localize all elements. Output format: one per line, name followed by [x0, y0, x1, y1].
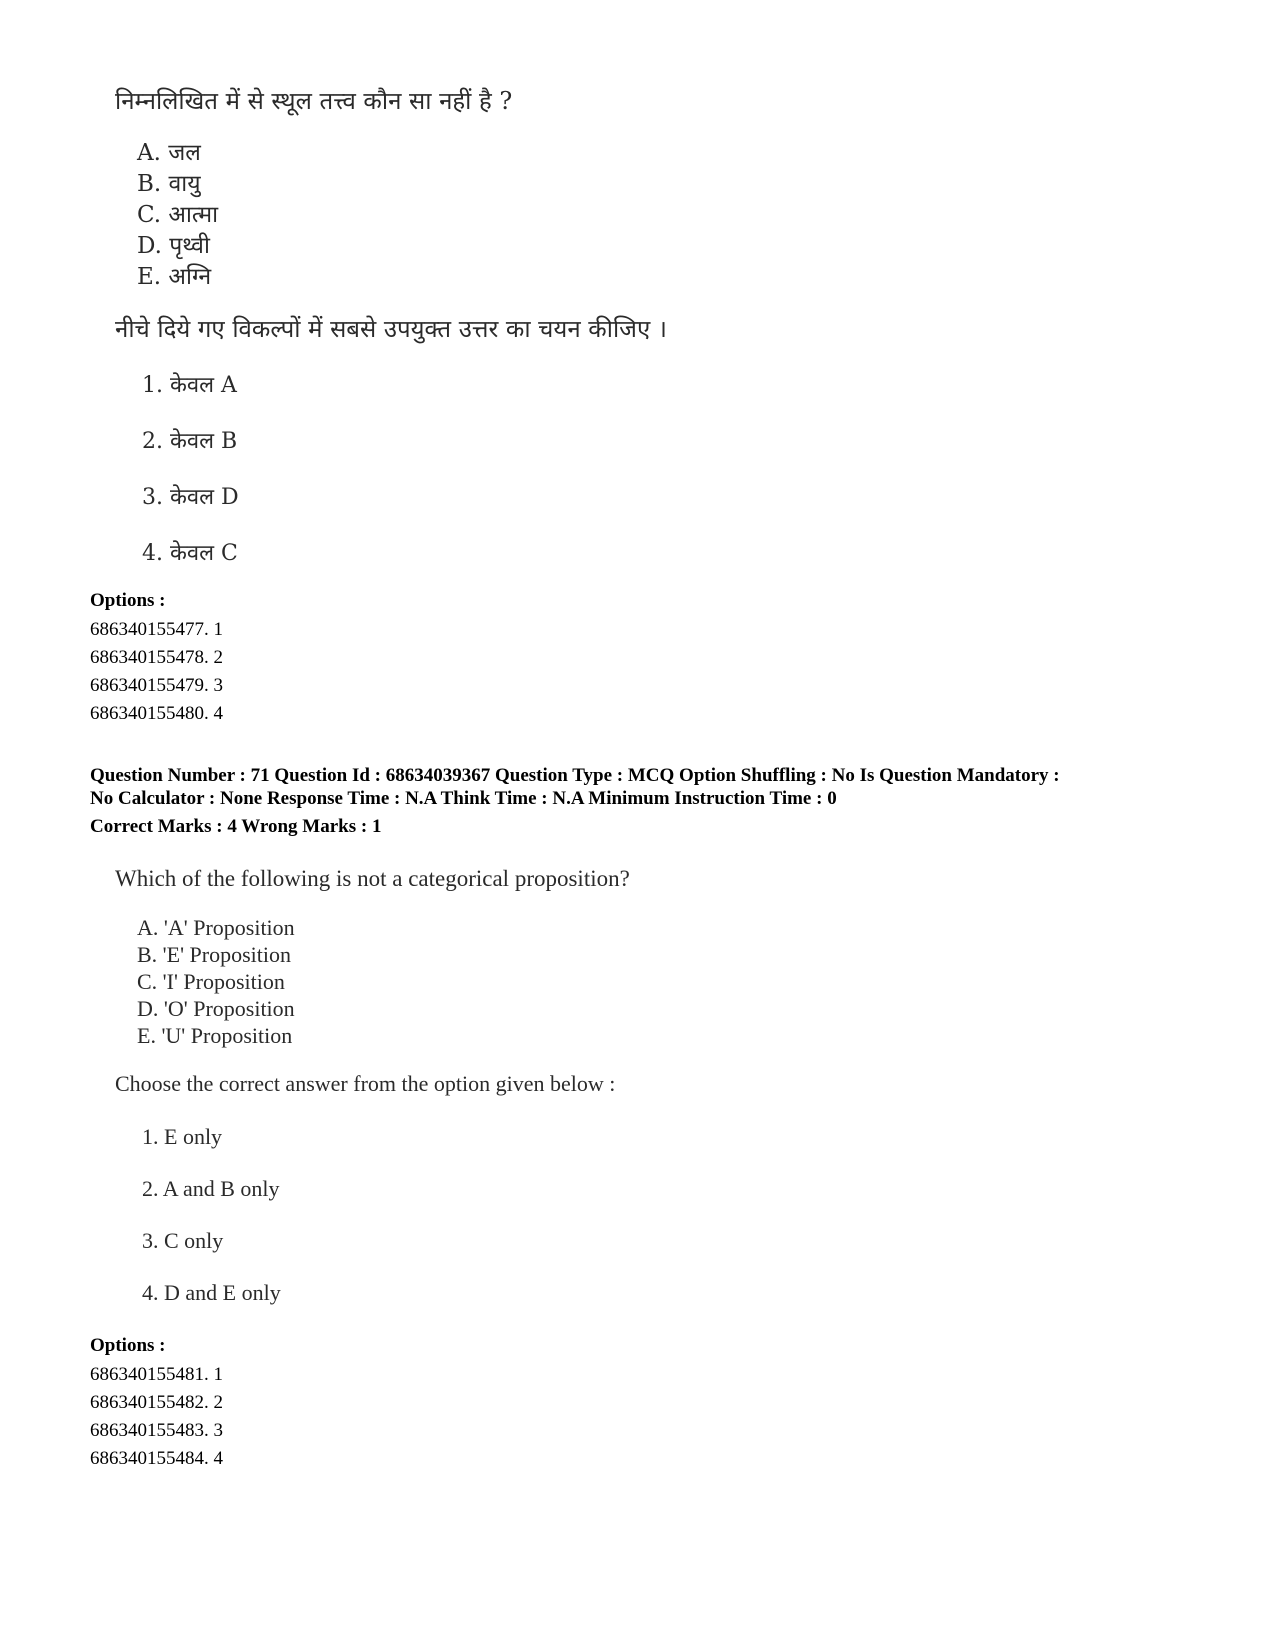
q70-options-list [90, 616, 223, 728]
q71-instruction: Choose the correct answer from the option given below : [115, 1071, 616, 1096]
option-id-row: 686340155477. 1 [90, 619, 223, 640]
q71-statement: E. 'U' Proposition [137, 1023, 293, 1048]
q71-choice: 2. A and B only [142, 1176, 280, 1201]
q70-question-text: निम्नलिखित में से स्थूल तत्त्व कौन सा नहीं है ? [115, 87, 513, 115]
q71-choice: 4. D and E only [142, 1280, 281, 1305]
option-id-row: 686340155482. 2 [90, 1392, 223, 1413]
q70-choice: 1. केवल A [142, 373, 237, 398]
q70-statement: C. आत्मा [137, 202, 219, 228]
q71-statements [137, 914, 295, 1049]
q71-meta-line1: Question Number : 71 Question Id : 68634039367 Question Type : MCQ Option Shuffling : No Is Question Mandatory : [90, 765, 1060, 786]
q71-options-label: Options : [90, 1335, 166, 1356]
q70-statement: B. वायु [137, 171, 201, 197]
option-id-row: 686340155480. 4 [90, 703, 223, 724]
option-id-row: 686340155478. 2 [90, 647, 223, 668]
q71-statement: A. 'A' Proposition [137, 915, 295, 940]
q71-question-text: Which of the following is not a categorical proposition? [115, 866, 630, 891]
option-id-row: 686340155479. 3 [90, 675, 223, 696]
q71-choice: 1. E only [142, 1124, 223, 1149]
q70-choice: 3. केवल D [142, 485, 239, 510]
q71-options-list [90, 1361, 223, 1473]
q70-options-label: Options : [90, 590, 166, 611]
q70-instruction: नीचे दिये गए विकल्पों में सबसे उपयुक्त उत्तर का चयन कीजिए । [115, 315, 667, 343]
option-id-row: 686340155481. 1 [90, 1364, 223, 1385]
q70-statement: A. जल [137, 140, 201, 166]
q71-statement: D. 'O' Proposition [137, 996, 295, 1021]
q71-statement: C. 'I' Proposition [137, 969, 285, 994]
q70-choice: 4. केवल C [142, 541, 238, 566]
option-id-row: 686340155483. 3 [90, 1420, 223, 1441]
q70-choice: 2. केवल B [142, 429, 238, 454]
q71-marks: Correct Marks : 4 Wrong Marks : 1 [90, 816, 382, 837]
q71-statement: B. 'E' Proposition [137, 942, 291, 967]
q71-choice: 3. C only [142, 1228, 224, 1253]
q70-statements [137, 138, 218, 293]
q71-meta-line2: No Calculator : None Response Time : N.A Think Time : N.A Minimum Instruction Time : 0 [90, 788, 837, 809]
option-id-row: 686340155484. 4 [90, 1448, 223, 1469]
q70-statement: E. अग्नि [137, 264, 212, 290]
q70-statement: D. पृथ्वी [137, 233, 210, 259]
